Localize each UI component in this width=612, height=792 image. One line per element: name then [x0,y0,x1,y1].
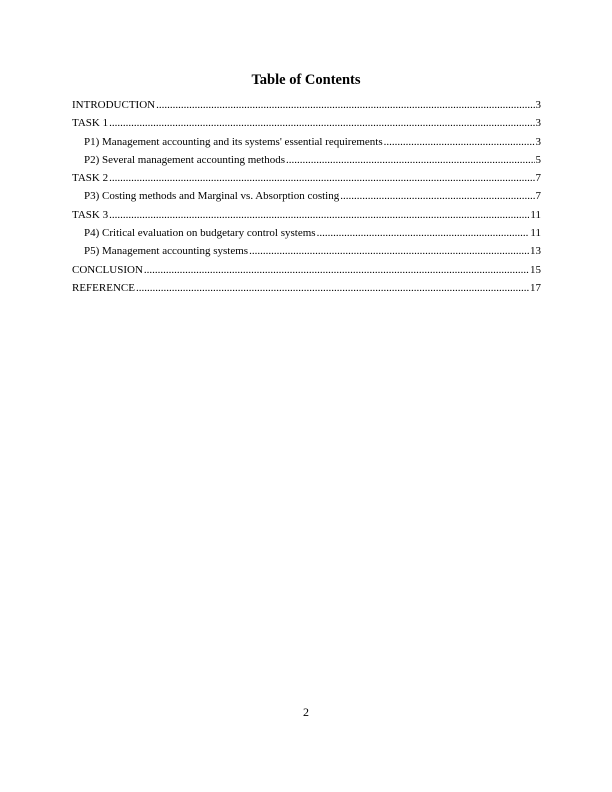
toc-entry-label: CONCLUSION [72,263,143,276]
toc-dot-leader [384,133,535,151]
toc-entry-task-1[interactable] [72,114,541,132]
toc-entry-label: TASK 2 [72,172,109,185]
toc-list [72,96,541,297]
toc-dot-leader [156,96,534,114]
toc-dot-leader [144,261,529,279]
toc-entry-label: P5) Management accounting systems [84,245,249,258]
toc-entry-task-2[interactable] [72,169,541,187]
toc-entry-p4[interactable] [72,224,541,242]
toc-entry-p3[interactable] [72,187,541,205]
toc-dot-leader [109,169,534,187]
toc-entry-p1[interactable] [72,133,541,151]
toc-entry-label: P1) Management accounting and its systems' essential requirements [84,135,383,148]
toc-entry-page: 11 [530,208,541,221]
toc-entry-page: 11 [530,227,541,240]
toc-entry-introduction[interactable] [72,96,541,114]
toc-dot-leader [136,279,529,297]
toc-dot-leader [249,242,529,260]
toc-entry-page: 15 [530,263,541,276]
toc-dot-leader [109,114,534,132]
toc-entry-label: REFERENCE [72,281,135,294]
toc-entry-page: 3 [535,117,541,130]
toc-dot-leader [286,151,535,169]
toc-dot-leader [109,206,529,224]
toc-entry-page: 5 [535,153,541,166]
toc-entry-conclusion[interactable] [72,261,541,279]
toc-entry-label: P3) Costing methods and Marginal vs. Absorption costing [84,190,340,203]
page-number: 2 [303,705,309,719]
toc-entry-label: INTRODUCTION [72,99,156,111]
toc-dot-leader [340,187,534,205]
toc-entry-reference[interactable] [72,279,541,297]
toc-entry-page: 7 [535,190,541,203]
toc-entry-page: 3 [535,99,541,111]
toc-entry-page: 13 [530,245,541,258]
toc-entry-label: P2) Several management accounting methods [84,153,285,166]
toc-entry-page: 17 [530,281,541,294]
toc-entry-page: 3 [535,135,541,148]
toc-entry-task-3[interactable] [72,206,541,224]
toc-title: Table of Contents [251,72,361,88]
toc-entry-label: TASK 1 [72,117,109,130]
toc-entry-page: 7 [535,172,541,185]
toc-entry-label: TASK 3 [72,208,109,221]
toc-entry-p5[interactable] [72,242,541,260]
toc-dot-leader [317,224,530,242]
toc-entry-label: P4) Critical evaluation on budgetary control systems [84,227,316,240]
toc-entry-p2[interactable] [72,151,541,169]
